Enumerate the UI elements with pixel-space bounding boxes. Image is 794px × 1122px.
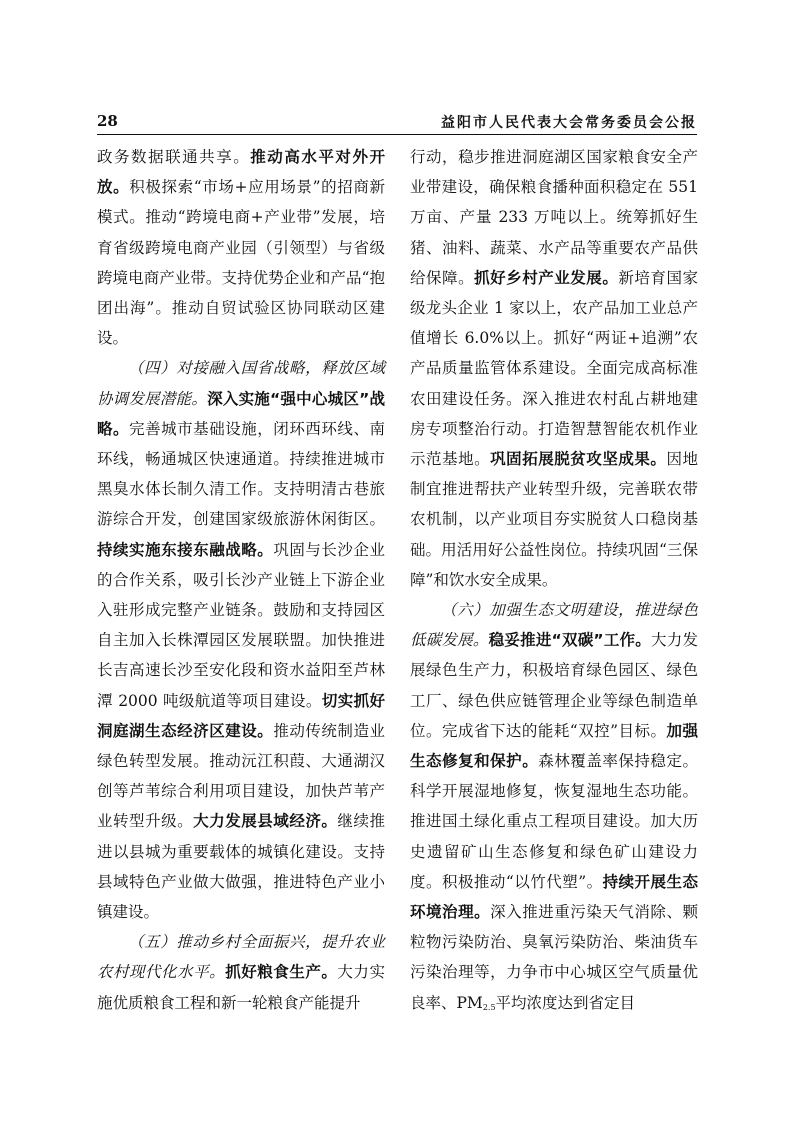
paragraph	[410, 142, 698, 595]
bold-phrase: 深入实施“强中心城区”战略。	[97, 389, 385, 438]
section-paragraph-4	[97, 353, 385, 927]
body-text: 因地制宜推进帮扶产业转型升级，完善联农带农机制，以产业项目夯实脱贫人口稳岗基础。用活用好公益性岗位。持续巩固“三保障”和饮水安全成果。	[410, 450, 698, 589]
body-text: 平均浓度达到省定目	[495, 993, 636, 1012]
bold-phrase: 切实抓好洞庭湖生态经济区建设。	[97, 691, 385, 740]
body-text: 政务数据联通共享。	[97, 148, 251, 166]
body-text: 行动，稳步推进洞庭湖区国家粮食安全产业带建设，确保粮食播种面积稳定在 551 万亩、产量 233 万吨以上。统筹抓好生猪、油料、蔬菜、水产品等重要农产品供给保障。	[410, 148, 698, 287]
page-number: 28	[97, 112, 118, 130]
bold-phrase: 巩固拓展脱贫攻坚成果。	[490, 450, 667, 469]
body-text: 继续推进以县城为重要载体的城镇化建设。支持县域特色产业做大做强，推进特色产业小镇建设。	[97, 812, 385, 922]
bold-phrase: 大力发展县域经济。	[193, 812, 338, 831]
body-text: 完善城市基础设施，闭环西环线、南环线，畅通城区快速通道。持续推进城市黑臭水体长制久清工作。支持明清古巷旅游综合开发，创建国家级旅游休闲街区。	[97, 419, 385, 529]
body-text: 深入推进重污染天气消除、颗粒物污染防治、臭氧污染防治、柴油货车污染治理等，力争市中心城区空气质量优良率、PM	[410, 903, 698, 1012]
body-text: 积极探索“市场+应用场景”的招商新模式。推动“跨境电商+产业带”发展，培育省级跨境电商产业园（引领型）与省级跨境电商产业带。支持优势企业和产品“抱团出海”。推动自贸试验区协同联动区建设。	[97, 178, 385, 348]
body-text: 推动传统制造业绿色转型发展。推动沅江积葭、大通湖汉创等芦苇综合利用项目建设，加快芦苇产业转型升级。	[97, 721, 385, 831]
bold-phrase: 推动高水平对外开放。	[97, 148, 385, 197]
body-text: 大力发展绿色生产力，积极培育绿色园区、绿色工厂、绿色供应链管理企业等绿色制造单位。完成省下达的能耗“双控”目标。	[410, 631, 698, 740]
section-paragraph-5	[97, 927, 385, 1018]
paragraph	[97, 142, 385, 353]
body-text: 巩固与长沙企业的合作关系，吸引长沙产业链上下游企业入驻形成完整产业链条。鼓励和支持园区自主加入长株潭园区发展联盟。加快推进长吉高速长沙至安化段和资水益阳至芦林潭 2000 吨级航道等项目建设。	[97, 540, 385, 710]
section-heading: （五）推动乡村全面振兴，提升农业农村现代化水平。	[97, 933, 385, 982]
bold-phrase: 抓好粮食生产。	[225, 963, 338, 982]
section-heading: （六）加强生态文明建设，推进绿色低碳发展。	[410, 601, 698, 650]
bold-phrase: 稳妥推进“双碳”工作。	[488, 631, 652, 650]
left-column	[97, 142, 385, 1018]
journal-title: 益阳市人民代表大会常务委员会公报	[441, 115, 697, 131]
header-divider	[97, 134, 697, 135]
body-text: 大力实施优质粮食工程和新一轮粮食产能提升	[97, 963, 385, 1012]
bold-phrase: 加强生态修复和保护。	[410, 721, 698, 771]
page-header	[97, 110, 697, 132]
section-paragraph-6	[410, 595, 698, 1018]
bold-phrase: 持续实施东接东融战略。	[97, 540, 274, 559]
bold-phrase: 持续开展生态环境治理。	[410, 872, 698, 922]
body-text: 新培育国家级龙头企业 1 家以上，农产品加工业总产值增长 6.0%以上。抓好“两证+追溯”农产品质量监管体系建设。全面完成高标准农田建设任务。深入推进农村乱占耕地建房专项整治行动。打造智慧智能农机作业示范基地。	[410, 268, 698, 469]
subscript: 2.5	[482, 1002, 496, 1012]
section-heading: （四）对接融入国省战略，释放区域协调发展潜能。	[97, 359, 385, 408]
body-text: 森林覆盖率保持稳定。科学开展湿地修复，恢复湿地生态功能。推进国土绿化重点工程项目建设。加大历史遗留矿山生态修复和绿色矿山建设力度。积极推动“以竹代塑”。	[410, 752, 698, 891]
bold-phrase: 抓好乡村产业发展。	[474, 268, 619, 287]
right-column	[410, 142, 698, 1018]
